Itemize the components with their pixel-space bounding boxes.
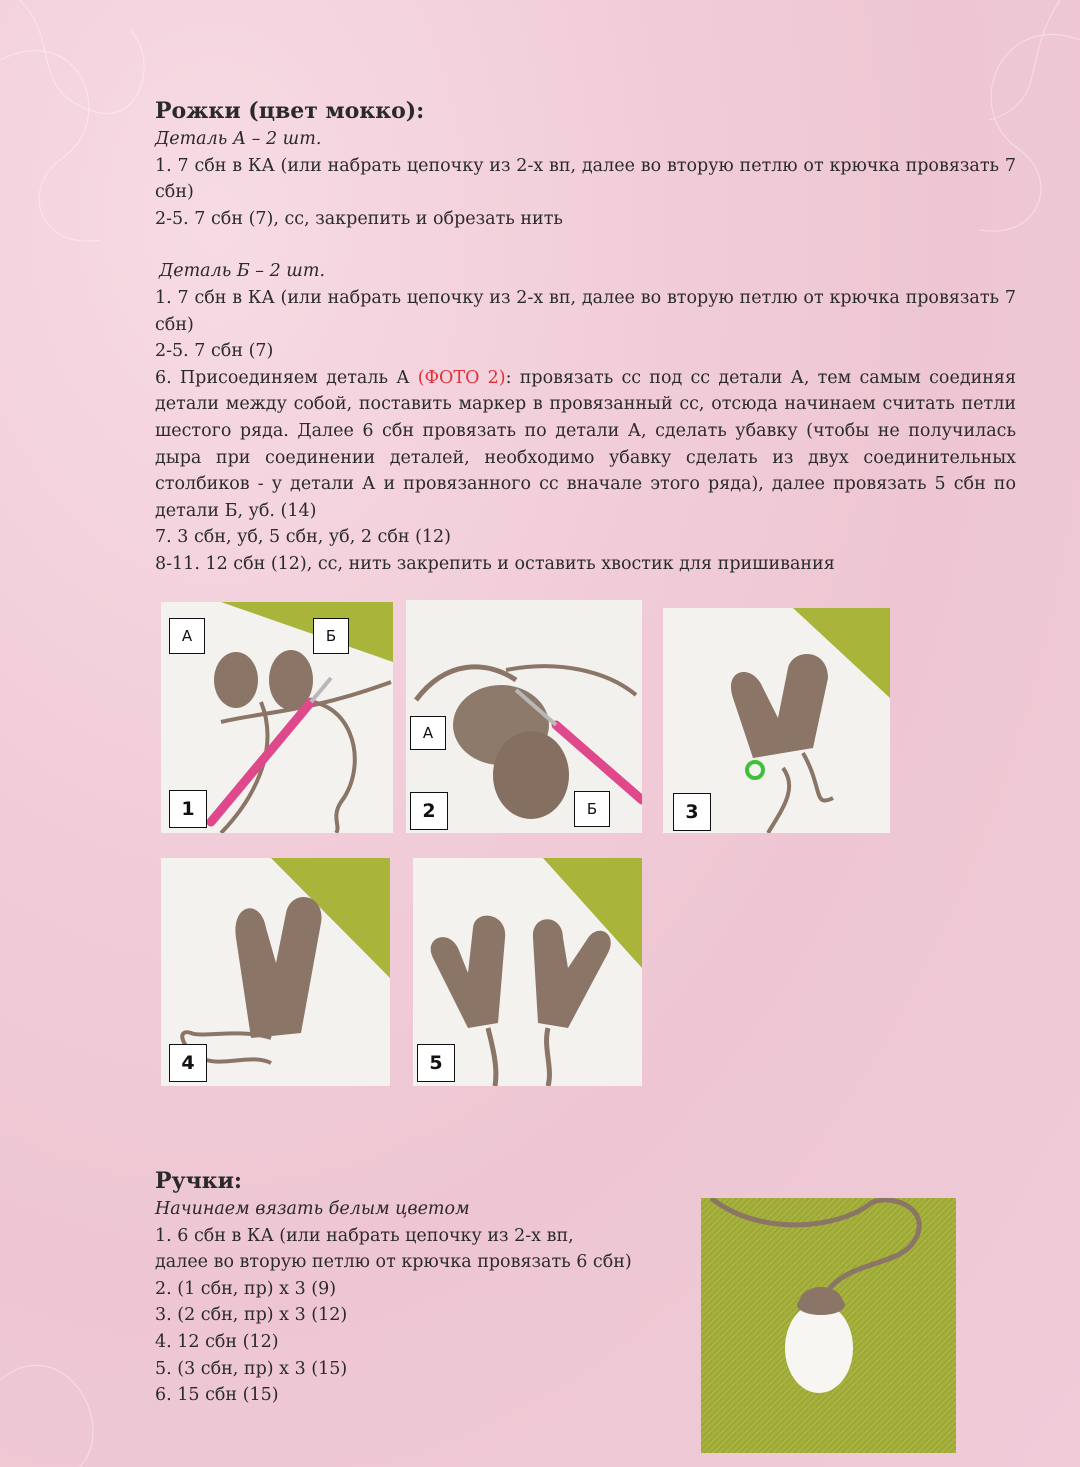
photo-1-label-a: А bbox=[169, 618, 205, 654]
hands-row4: 4. 12 сбн (12) bbox=[155, 1331, 279, 1352]
row6-start: 6. Присоединяем деталь А bbox=[155, 367, 418, 388]
photo-4-number: 4 bbox=[169, 1044, 207, 1082]
photo-4 bbox=[161, 858, 390, 1086]
detail-a-title: Деталь А – 2 шт. bbox=[155, 129, 322, 149]
horns-title: Рожки (цвет мокко): bbox=[155, 98, 425, 124]
hands-row5: 5. (3 сбн, пр) х 3 (15) bbox=[155, 1358, 348, 1379]
detail-b-row2: 2-5. 7 сбн (7) bbox=[155, 341, 274, 362]
hands-row2: 2. (1 сбн, пр) х 3 (9) bbox=[155, 1278, 337, 1299]
hands-photo-image bbox=[701, 1198, 956, 1453]
hands-section bbox=[155, 1166, 695, 1409]
photo-2-reference: (ФОТО 2) bbox=[417, 367, 506, 388]
hands-row1b: далее во вторую петлю от крючка провязать 6 сбн) bbox=[155, 1252, 632, 1273]
photo-5-number: 5 bbox=[417, 1044, 455, 1082]
detail-b-row1: 1. 7 сбн в КА (или набрать цепочку из 2-х вп, далее во вторую петлю от крючка провязать 7 сбн) bbox=[155, 287, 1016, 335]
hands-photo bbox=[701, 1198, 956, 1453]
photo-5 bbox=[413, 858, 642, 1086]
hands-title: Ручки: bbox=[155, 1168, 243, 1194]
row6-rest: : провязать сс под сс детали А, тем самым соединяя детали между собой, поставить маркер в провязанный сс, отсюда начинаем считать петли шестого ряда. Далее 6 сбн провязать по детали А, сделать убавку (чтобы не получилась дыра при соединении деталей, необходимо убавку сделать из двух соединительных столбиков - у детали А и провязанного сс вначале этого ряда), далее провязать 5 сбн по детали Б, уб. (14) bbox=[155, 367, 1016, 521]
detail-b-row6 bbox=[155, 365, 1016, 525]
detail-b-row8: 8-11. 12 сбн (12), сс, нить закрепить и оставить хвостик для пришивания bbox=[155, 553, 835, 574]
photo-1-number: 1 bbox=[169, 790, 207, 828]
photo-3 bbox=[663, 608, 890, 833]
detail-a-row2: 2-5. 7 сбн (7), сс, закрепить и обрезать нить bbox=[155, 208, 563, 229]
photo-2-number: 2 bbox=[410, 792, 448, 830]
photo-1 bbox=[161, 602, 393, 833]
detail-b-row7: 7. 3 сбн, уб, 5 сбн, уб, 2 сбн (12) bbox=[155, 527, 452, 548]
hands-row6: 6. 15 сбн (15) bbox=[155, 1385, 279, 1406]
hands-row3: 3. (2 сбн, пр) х 3 (12) bbox=[155, 1305, 348, 1326]
photo-3-number: 3 bbox=[673, 793, 711, 831]
hands-row1a: 1. 6 сбн в КА (или набрать цепочку из 2-х вп, bbox=[155, 1225, 574, 1246]
hands-subtitle: Начинаем вязать белым цветом bbox=[155, 1199, 470, 1219]
photo-2 bbox=[406, 600, 642, 833]
horns-section bbox=[155, 96, 1016, 578]
photo-2-label-a: А bbox=[410, 716, 446, 750]
detail-a-row1: 1. 7 сбн в КА (или набрать цепочку из 2-х вп, далее во вторую петлю от крючка провязать 7 сбн) bbox=[155, 155, 1016, 203]
photo-2-label-b: Б bbox=[574, 791, 610, 827]
photo-1-label-b: Б bbox=[313, 618, 349, 654]
detail-b-title: Деталь Б – 2 шт. bbox=[159, 261, 326, 282]
